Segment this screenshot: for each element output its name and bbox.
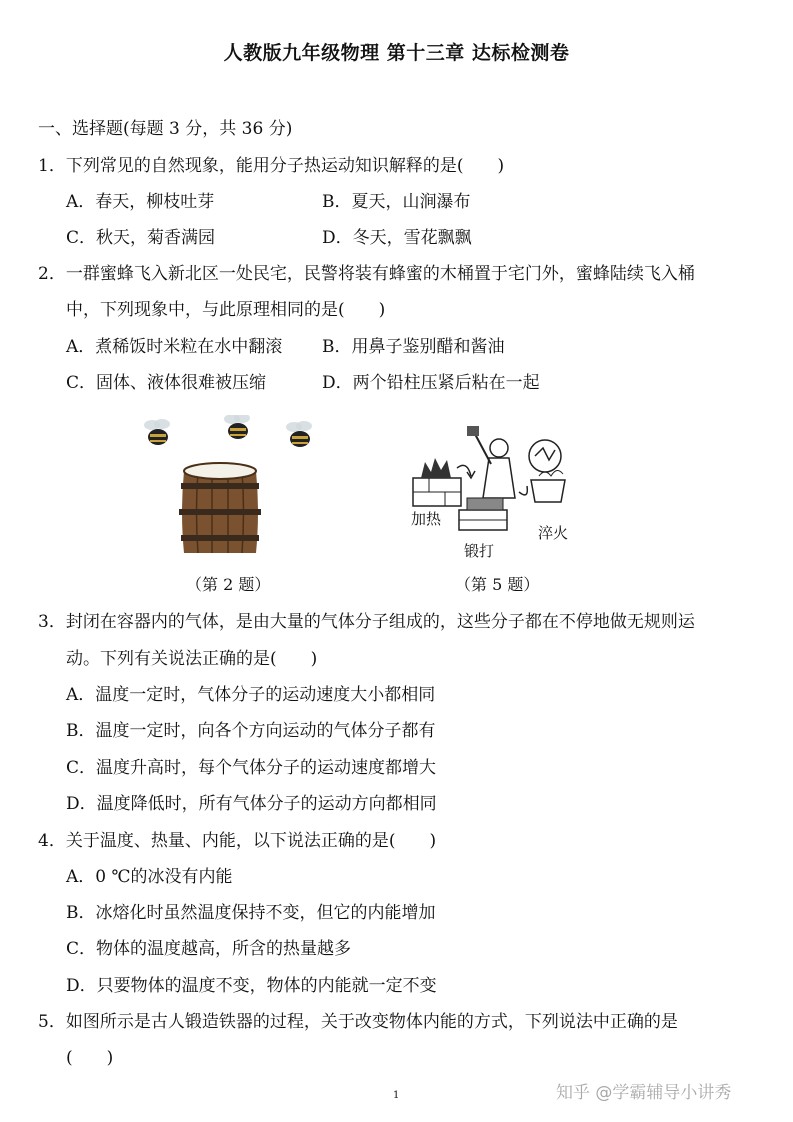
bees-barrel-figure bbox=[140, 415, 320, 565]
question-4-option-c: C．物体的温度越高，所含的热量越多 bbox=[66, 939, 352, 959]
honey-barrel-icon bbox=[179, 463, 261, 553]
question-3-option-c: C．温度升高时，每个气体分子的运动速度都增大 bbox=[66, 758, 437, 778]
bee-icon bbox=[224, 415, 250, 439]
question-1-option-a: A．春天，柳枝吐芽 bbox=[66, 192, 215, 212]
page-number: 1 bbox=[393, 1090, 400, 1101]
question-2-option-b: B．用鼻子鉴别醋和酱油 bbox=[322, 337, 505, 357]
question-4-option-b: B．冰熔化时虽然温度保持不变，但它的内能增加 bbox=[66, 903, 436, 923]
question-2-option-d: D．两个铅柱压紧后粘在一起 bbox=[322, 373, 540, 393]
figure-caption-q5: （第 5 题） bbox=[455, 575, 540, 594]
page-title: 人教版九年级物理 第十三章 达标检测卷 bbox=[223, 42, 570, 64]
question-2-stem-line2: 中，下列现象中，与此原理相同的是( ) bbox=[66, 300, 386, 320]
question-3-option-a: A．温度一定时，气体分子的运动速度大小都相同 bbox=[66, 685, 436, 705]
figure-label-forge: 锻打 bbox=[464, 542, 495, 560]
question-5-stem: 5．如图所示是古人锻造铁器的过程，关于改变物体内能的方式，下列说法中正确的是 bbox=[38, 1012, 678, 1032]
watermark: 知乎 @学霸辅导小讲秀 bbox=[556, 1083, 732, 1103]
question-1-option-d: D．冬天，雪花飘飘 bbox=[322, 228, 472, 248]
bee-icon bbox=[286, 421, 312, 447]
quench-tub-icon bbox=[529, 440, 565, 502]
question-2-stem-line1: 2．一群蜜蜂飞入新北区一处民宅，民警将装有蜂蜜的木桶置于宅门外，蜜蜂陆续飞入桶 bbox=[38, 264, 695, 284]
furnace-icon bbox=[413, 458, 461, 506]
question-5-answer-blank: ( ) bbox=[66, 1048, 114, 1068]
question-4-option-d: D．只要物体的温度不变，物体的内能就一定不变 bbox=[66, 976, 437, 996]
question-2-option-a: A．煮稀饭时米粒在水中翻滚 bbox=[66, 337, 283, 357]
question-4-option-a: A．0 ℃的冰没有内能 bbox=[66, 867, 233, 887]
figure-label-quench: 淬火 bbox=[538, 524, 569, 542]
question-1-stem: 1．下列常见的自然现象，能用分子热运动知识解释的是( ) bbox=[38, 156, 505, 176]
question-3-stem-line2: 动。下列有关说法正确的是( ) bbox=[66, 649, 318, 669]
question-1-option-b: B．夏天，山涧瀑布 bbox=[322, 192, 471, 212]
section-heading: 一、选择题(每题 3 分，共 36 分) bbox=[38, 119, 293, 139]
question-3-stem-line1: 3．封闭在容器内的气体，是由大量的气体分子组成的，这些分子都在不停地做无规则运 bbox=[38, 612, 695, 632]
question-2-option-c: C．固体、液体很难被压缩 bbox=[66, 373, 267, 393]
figure-caption-q2: （第 2 题） bbox=[186, 575, 271, 594]
blacksmith-icon bbox=[459, 426, 515, 530]
question-4-stem: 4．关于温度、热量、内能，以下说法正确的是( ) bbox=[38, 831, 437, 851]
question-3-option-d: D．温度降低时，所有气体分子的运动方向都相同 bbox=[66, 794, 437, 814]
question-3-option-b: B．温度一定时，向各个方向运动的气体分子都有 bbox=[66, 721, 436, 741]
figure-label-heat: 加热 bbox=[411, 510, 442, 528]
bee-icon bbox=[144, 419, 170, 445]
question-1-option-c: C．秋天，菊香满园 bbox=[66, 228, 216, 248]
